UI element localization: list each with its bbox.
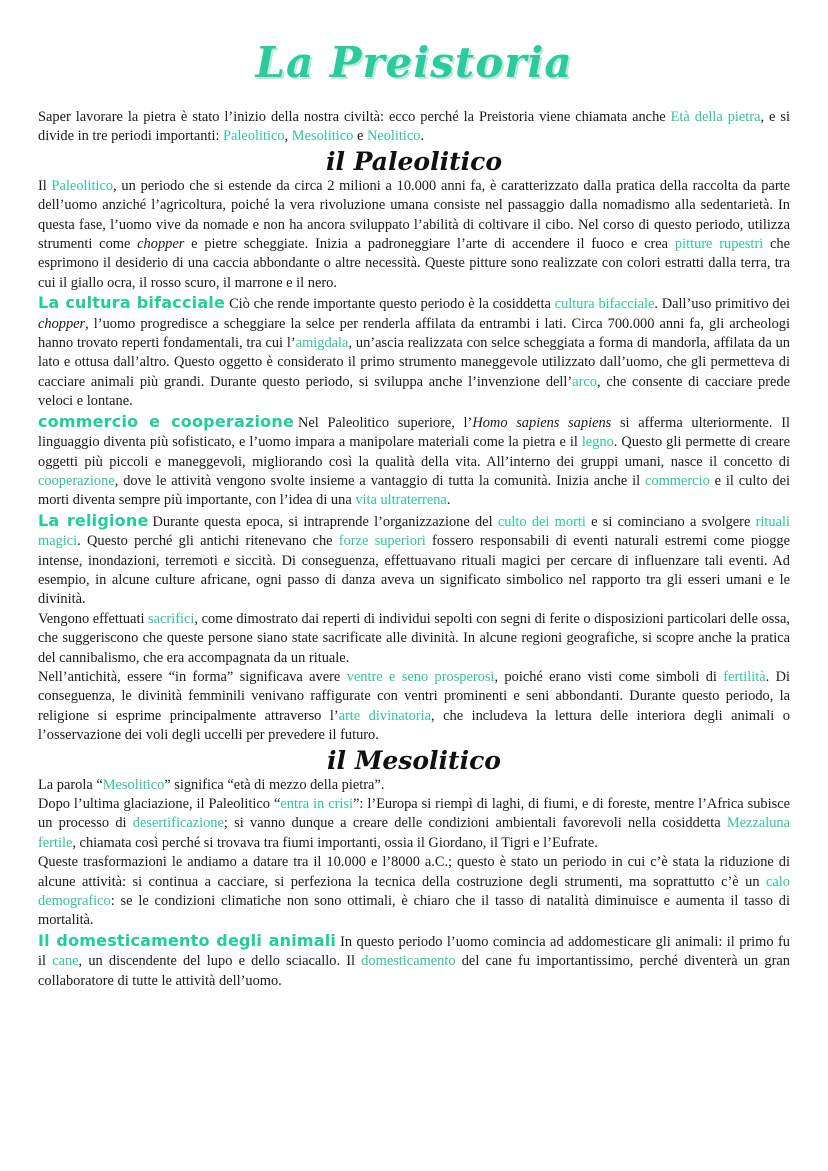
text-segment: , xyxy=(284,128,292,145)
text-segment: e si cominciano a svolgere xyxy=(585,513,756,530)
paragraph xyxy=(38,177,790,293)
text-segment: . xyxy=(446,492,451,509)
highlighted-term: rituali magici xyxy=(38,513,790,550)
highlighted-term: cane xyxy=(52,953,79,970)
italic-term: chopper xyxy=(38,315,86,332)
highlighted-term: forze superiori xyxy=(338,533,426,550)
text-segment: , chiamata così perché si trovava tra fiumi importanti, ossia il Giordano, il Tigri e l’Eufrate. xyxy=(72,834,598,851)
text-segment: Queste trasformazioni le andiamo a datare tra il 10.000 e l’8000 a.C.; questo è stato un periodo in cui c’è stata la riduzione di alcune attività: si continua a cacciare, si perfeziona la tecnica della costruzione degli strumenti, ma soprattutto c’è un xyxy=(38,854,790,890)
highlighted-term: vita ultraterrena xyxy=(355,492,447,509)
text-segment: . Dall’uso primitivo dei xyxy=(654,296,790,313)
highlighted-term: cooperazione xyxy=(38,472,115,489)
highlighted-term: legno xyxy=(581,434,614,451)
text-segment: si afferma ulteriormente. Il linguaggio diventa più sofisticato, e l’uomo impara a manipolare materiali come la pietra e il xyxy=(38,414,790,451)
italic-term: chopper xyxy=(137,236,185,253)
highlighted-term: culto dei morti xyxy=(497,513,586,530)
subsection-label: Il domesticamento degli animali xyxy=(38,930,337,950)
highlighted-term: Mesolitico xyxy=(291,128,354,145)
text-segment: In questo periodo l’uomo comincia ad addomesticare gli animali: il primo fu il xyxy=(38,933,790,970)
highlighted-term: entra in crisi xyxy=(280,796,353,812)
subsection-label: commercio e cooperazione xyxy=(38,411,294,431)
highlighted-term: Età della pietra xyxy=(670,109,761,125)
text-segment: e il culto dei morti diventa sempre più importante, con l’idea di una xyxy=(38,472,790,509)
highlighted-term: ventre e seno prosperosi xyxy=(346,668,495,685)
paragraph xyxy=(38,931,790,991)
text-segment: Saper lavorare la pietra è stato l’inizio della nostra civiltà: ecco perché la Preistoria viene chiamata anche xyxy=(38,109,671,125)
paragraph xyxy=(38,668,790,746)
text-segment: Vengono effettuati xyxy=(38,610,149,627)
text-segment: del cane fu importantissimo, perché diventerà un gran collaboratore di tutte le attività dell’uomo. xyxy=(38,953,790,989)
text-segment: : se le condizioni climatiche non sono ottimali, è chiaro che il tasso di natalità diminuisce e aumenta il tasso di mortalità. xyxy=(38,893,790,929)
section-heading: il Paleolitico xyxy=(325,146,503,176)
text-segment: Nell’antichità, essere “in forma” significava avere xyxy=(38,668,347,685)
text-segment: , un periodo che si estende da circa 2 milioni a 10.000 anni fa, è caratterizzato dalla pratica della raccolta da parte dell’uomo anziché l’agricoltura, poiché la vera rivoluzione umana consiste nel passaggio dalla nomadismo alla sedentarietà. In questa fase, l’uomo vive da nomade e non ha ancora sviluppato l’abilità di coltivare il cibo. Nel corso di questo periodo, utilizza strumenti come xyxy=(38,177,790,253)
section-heading: il Mesolitico xyxy=(327,745,501,775)
highlighted-term: Paleolitico xyxy=(51,177,114,194)
highlighted-term: Mezzaluna fertile xyxy=(38,815,790,851)
text-segment: . xyxy=(420,128,425,145)
text-segment: , un’ascia realizzata con selce scheggiata a forma di mandorla, affilata da un lato e ottusa dall’altro. Questo oggetto è considerato il primo strumento maneggevole utilizzato dall’uomo, che gli permetteva di cacciare animali più grandi. Durante questo periodo, si sviluppa anche l’invenzione dell’ xyxy=(38,335,790,390)
text-segment: e pietre scheggiate. Inizia a padroneggiare l’arte di accendere il fuoco e crea xyxy=(184,236,675,253)
highlighted-term: sacrifici xyxy=(148,610,195,627)
paragraph xyxy=(38,853,790,931)
text-segment: , che consente di cacciare prede veloci e lontane. xyxy=(38,373,790,410)
text-segment: , poiché erano visti come simboli di xyxy=(494,668,724,685)
highlighted-term: cultura bifacciale xyxy=(554,296,655,313)
text-segment: , l’uomo progredisce a scheggiare la selce per renderla affilata da entrambi i lati. Circa 700.000 anni fa, gli archeologi hanno trovato reperti fondamentali, tra cui l’ xyxy=(38,315,790,352)
text-segment: ”: l’Europa si riempì di laghi, di fiumi, e di foreste, mentre l’Africa subisce un processo di xyxy=(38,796,790,832)
highlighted-term: arco xyxy=(572,373,597,390)
text-segment: e xyxy=(353,128,367,145)
highlighted-term: amigdala xyxy=(295,335,349,352)
paragraph xyxy=(38,108,790,147)
highlighted-term: Mesolitico xyxy=(102,776,165,793)
text-segment: , dove le attività vengono svolte insieme a vantaggio di tutta la comunità. Inizia anche il xyxy=(114,472,646,489)
paragraph xyxy=(38,412,790,511)
highlighted-term: commercio xyxy=(645,472,710,489)
highlighted-term: Paleolitico xyxy=(223,128,285,145)
highlighted-term: Neolitico xyxy=(366,128,421,145)
text-segment: . Questo perché gli antichi ritenevano che xyxy=(77,533,339,550)
highlighted-term: calo demografico xyxy=(38,873,790,910)
subsection-label: La cultura bifacciale xyxy=(38,293,226,313)
text-segment: Durante questa epoca, si intraprende l’organizzazione del xyxy=(152,513,498,530)
text-segment: che esprimono il desiderio di una caccia abbondante o altre necessità. Queste pitture sono realizzate con colori estratti dalla terra, tra cui il giallo ocra, il rosso scuro, il marrone e il nero. xyxy=(38,236,791,291)
highlighted-term: pitture rupestri xyxy=(674,236,764,253)
highlighted-term: desertificazione xyxy=(132,815,224,832)
document-body xyxy=(38,108,790,991)
highlighted-term: arte divinatoria xyxy=(338,707,432,724)
text-segment: , un discendente del lupo e dello sciacallo. Il xyxy=(78,953,362,970)
text-segment: La parola “ xyxy=(38,776,103,793)
paragraph xyxy=(38,610,790,668)
text-segment: , che includeva la lettura delle interiora degli animali o l’osservazione dei voli degli uccelli per prevedere il futuro. xyxy=(38,707,790,744)
paragraph xyxy=(38,293,790,411)
text-segment: Ciò che rende importante questo periodo è la cosiddetta xyxy=(229,296,555,313)
paragraph xyxy=(38,795,790,853)
text-segment: ; si vanno dunque a creare delle condizioni ambientali favorevoli nella cosiddetta xyxy=(223,815,727,832)
text-segment: Il xyxy=(38,177,52,194)
paragraph xyxy=(38,511,790,610)
subsection-label: La religione xyxy=(38,510,149,530)
text-segment: Nel Paleolitico superiore, l’ xyxy=(298,414,473,431)
text-segment: . Di conseguenza, le divinità femminili venivano raffigurate con ventri prominenti e seni abbondanti. Durante questo periodo, la religione si esprime principalmente attraverso l’ xyxy=(38,668,790,724)
text-segment: , e si divide in tre periodi importanti: xyxy=(38,109,790,145)
text-segment: . Questo gli permette di creare oggetti più piccoli e maneggevoli, migliorando così la qualità della vita. All’interno dei gruppi umani, nasce il concetto di xyxy=(38,434,790,470)
text-segment: Dopo l’ultima glaciazione, il Paleolitico “ xyxy=(38,796,281,812)
page-title: La Preistoria xyxy=(255,38,573,87)
text-segment: fossero responsabili di eventi naturali estremi come piogge intense, inondazioni, terremoti e siccità. Di conseguenza, effettuavano rituali magici per cercare di influenzare tali eventi. Ad esempio, in alcune culture africane, ogni passo di danza aveva un significato simbolico nel rapporto tra gli esseri umani e le divinità. xyxy=(38,533,790,608)
text-segment: ” significa “età di mezzo della pietra”. xyxy=(164,776,385,793)
paragraph xyxy=(38,776,790,795)
italic-term: Homo sapiens sapiens xyxy=(472,414,612,431)
highlighted-term: domesticamento xyxy=(361,953,456,970)
text-segment: , come dimostrato dai reperti di individui sepolti con segni di ferite o disposizioni particolari delle ossa, che suggeriscono che queste persone siano state sacrificate alle divinità. In alcune regioni geografiche, si scopre anche la pratica del cannibalismo, che era accompagnata da un rituale. xyxy=(38,610,790,666)
highlighted-term: fertilità xyxy=(723,668,766,685)
